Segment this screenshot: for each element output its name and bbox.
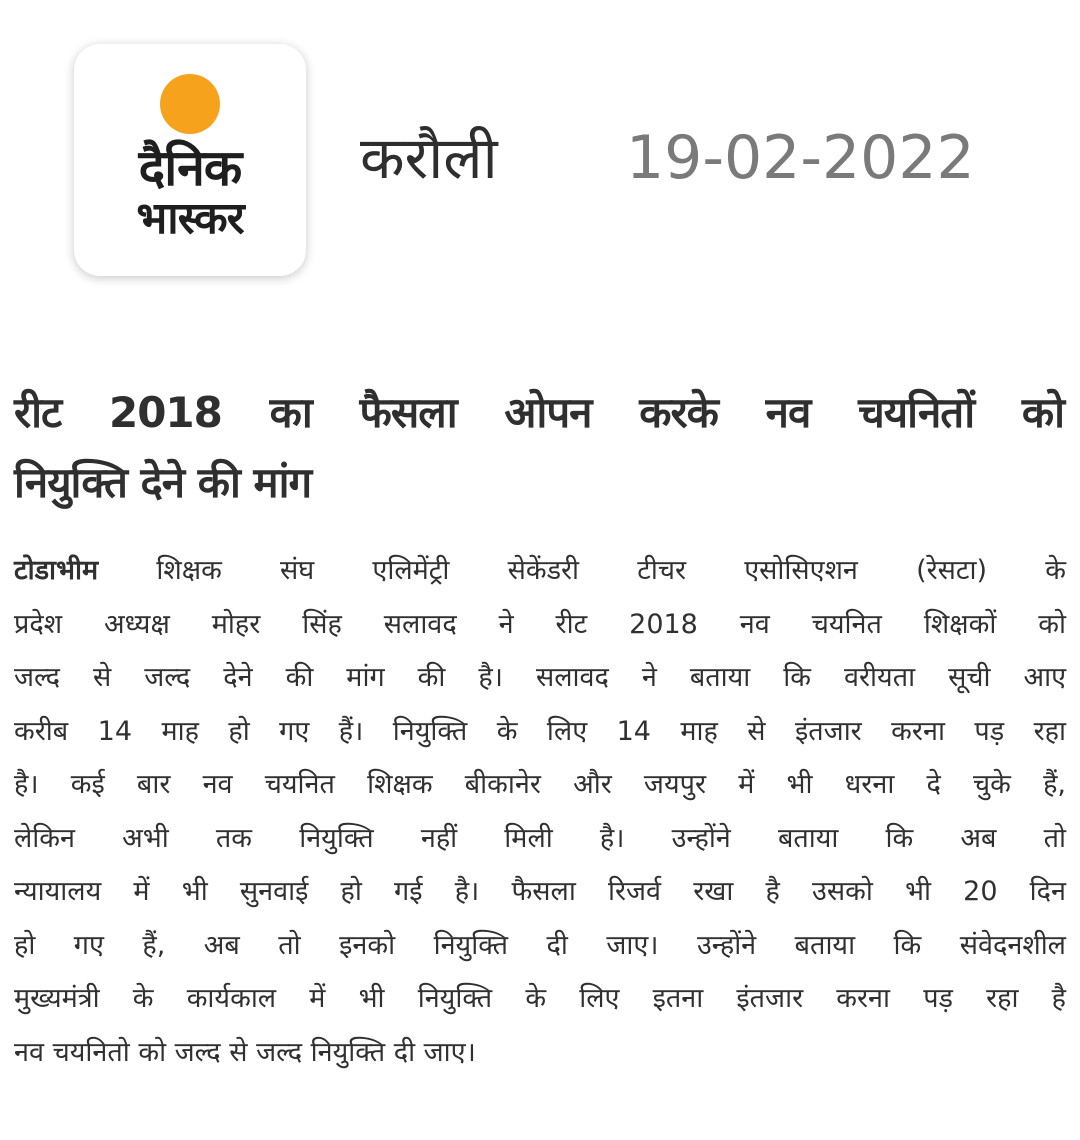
article-line: है। कई बार नव चयनित शिक्षक बीकानेर और जयपुर में भी धरना दे चुके हैं, — [14, 769, 1066, 800]
edition-date: 19-02-2022 — [626, 123, 975, 193]
article-line: मुख्यमंत्री के कार्यकाल में भी नियुक्ति के लिए इतना इंतजार करना पड़ रहा है — [14, 983, 1066, 1014]
sun-dot-icon — [160, 74, 220, 134]
article-line: नव चयनितो को जल्द से जल्द नियुक्ति दी जाए। — [14, 1036, 476, 1068]
article-line: जल्द से जल्द देने की मांग की है। सलावद ने बताया कि वरीयता सूची आए — [14, 662, 1066, 693]
newspaper-logo — [74, 44, 306, 276]
article-line: लेकिन अभी तक नियुक्ति नहीं मिली है। उन्होंने बताया कि अब तो — [14, 822, 1066, 854]
article-dateline: टोडाभीम — [14, 555, 99, 586]
article-line: प्रदेश अध्यक्ष मोहर सिंह सलावद ने रीट 2018 नव चयनित शिक्षकों को — [14, 608, 1066, 640]
edition-city: करौली — [360, 124, 498, 192]
article-headline — [14, 378, 1064, 518]
headline-line: रीट 2018 का फैसला ओपन करके नव चयनितों को — [14, 388, 1064, 437]
headline-line: नियुक्ति देने की मांग — [14, 458, 312, 507]
article-body — [14, 544, 1066, 1079]
article-line-1 — [14, 544, 1066, 598]
article-line-text: शिक्षक संघ एलिमेंट्री सेकेंडरी टीचर एसोसिएशन (रेसटा) के — [156, 555, 1066, 586]
article-line: हो गए हैं, अब तो इनको नियुक्ति दी जाए। उन्होंने बताया कि संवेदनशील — [14, 929, 1066, 961]
article-line: करीब 14 माह हो गए हैं। नियुक्ति के लिए 14 माह से इंतजार करना पड़ रहा — [14, 715, 1066, 747]
logo-text-line-2: भास्कर — [136, 193, 244, 244]
logo-text-line-1: दैनिक — [138, 139, 242, 197]
article-line: न्यायालय में भी सुनवाई हो गई है। फैसला रिजर्व रखा है उसको भी 20 दिन — [14, 876, 1066, 907]
